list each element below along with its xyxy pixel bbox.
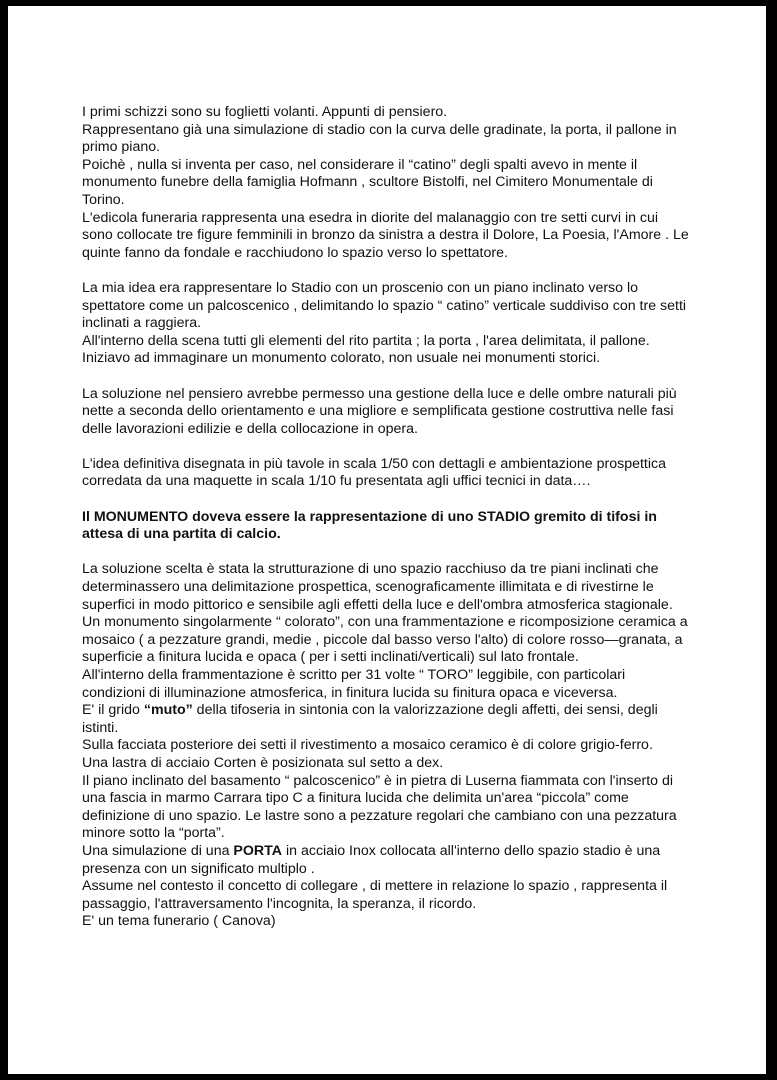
text-span: della tifoseria in sintonia con la valorizzazione degli affetti, dei sensi, degli istinti. (82, 702, 658, 736)
paragraph-gap (82, 368, 692, 386)
paragraph-gap (82, 544, 692, 562)
paragraph-5 (82, 561, 692, 930)
paragraph-1 (82, 104, 692, 262)
document-page (8, 6, 766, 1074)
text-line: L'edicola funeraria rappresenta una esedra in diorite del malanaggio con tre setti curvi in cui sono collocate tre figure femminili in bronzo da sinistra a destra il Dolore, La Poesia, l'Amore . Le quinte fanno da fondale e racchiudono lo spazio verso lo spettatore. (82, 209, 689, 261)
text-line: All'interno della frammentazione è scritto per 31 volte “ TORO” leggibile, con particolari condizioni di illuminazione atmosferica, in finitura lucida su finitura opaca e viceversa. (82, 667, 626, 701)
text-line: Sulla facciata posteriore dei setti il rivestimento a mosaico ceramico è di colore grigio-ferro. (82, 737, 653, 754)
text-line: All'interno della scena tutti gli elementi del rito partita ; la porta , l'area delimitata, il pallone. (82, 332, 650, 349)
bold-word-porta: PORTA (233, 842, 283, 859)
paragraph-gap (82, 491, 692, 509)
text-line: Un monumento singolarmente “ colorato”, con una frammentazione e ricomposizione ceramica a mosaico ( a pezzature grandi, medie , piccole dal basso verso l'alto) di colore rosso—granata, a superficie a finitura lucida e opaca ( per i setti inclinati/verticali) sul lato frontale. (82, 614, 688, 666)
paragraph-4 (82, 456, 692, 491)
text-line: E' un tema funerario ( Canova) (82, 913, 276, 930)
text-line: Una lastra di acciaio Corten è posizionata sul setto a dex. (82, 754, 444, 771)
text-line: Rappresentano già una simulazione di stadio con la curva delle gradinate, la porta, il pallone in primo piano. (82, 121, 677, 156)
text-line: L'idea definitiva disegnata in più tavole in scala 1/50 con dettagli e ambientazione prospettica corredata da una maquette in scala 1/10 fu presentata agli uffici tecnici in data…. (82, 455, 666, 490)
text-line: Poichè , nulla si inventa per caso, nel considerare il “catino” degli spalti avevo in mente il monumento funebre della famiglia Hofmann , scultore Bistolfi, nel Cimitero Monumentale di Torino. (82, 156, 653, 208)
section-heading: Il MONUMENTO doveva essere la rappresentazione di uno STADIO gremito di tifosi in attesa di una partita di calcio. (82, 508, 657, 543)
text-line (82, 702, 692, 737)
paragraph-gap (82, 262, 692, 280)
text-line (82, 843, 692, 878)
text-line: Il piano inclinato del basamento “ palcoscenico” è in pietra di Luserna fiammata con l'inserto di una fascia in marmo Carrara tipo C a finitura lucida che delimita un'area “piccola” come definizione di uno spazio. Le lastre sono a pezzature regolari che cambiano con una pezzatura minore sotto la “porta”. (82, 772, 677, 842)
text-span: in acciaio Inox collocata all'interno dello spazio stadio è una presenza con un significato multiplo . (82, 842, 661, 877)
text-span: Una simulazione di una (82, 842, 234, 859)
text-line: La soluzione scelta è stata la strutturazione di uno spazio racchiuso da tre piani inclinati che determinassero una delimitazione prospettica, scenograficamente illimitata e di rivestirne le superfici in modo pittorico e sensibile agli effetti della luce e dell'ombra atmosferica stagionale. (82, 561, 673, 613)
text-span: E' il grido (82, 702, 144, 719)
bold-word-muto: “muto” (143, 702, 193, 719)
text-line: Iniziavo ad immaginare un monumento colorato, non usuale nei monumenti storici. (82, 350, 601, 367)
document-body (82, 104, 692, 931)
paragraph-3 (82, 386, 692, 439)
paragraph-2 (82, 280, 692, 368)
text-line: La mia idea era rappresentare lo Stadio con un proscenio con un piano inclinato verso lo spettatore come un palcoscenico , delimitando lo spazio “ catino” verticale suddiviso con tre setti inclinati a raggiera. (82, 279, 687, 332)
text-line: I primi schizzi sono su foglietti volanti. Appunti di pensiero. (82, 104, 448, 120)
paragraph-gap (82, 438, 692, 456)
text-line: Assume nel contesto il concetto di collegare , di mettere in relazione lo spazio , rappresenta il passaggio, l'attraversamento l'incognita, la speranza, il ricordo. (82, 878, 668, 912)
text-line: La soluzione nel pensiero avrebbe permesso una gestione della luce e delle ombre naturali più nette a seconda dello orientamento e una migliore e semplificata gestione costruttiva nelle fasi delle lavorazioni edilizie e della collocazione in opera. (82, 385, 677, 437)
